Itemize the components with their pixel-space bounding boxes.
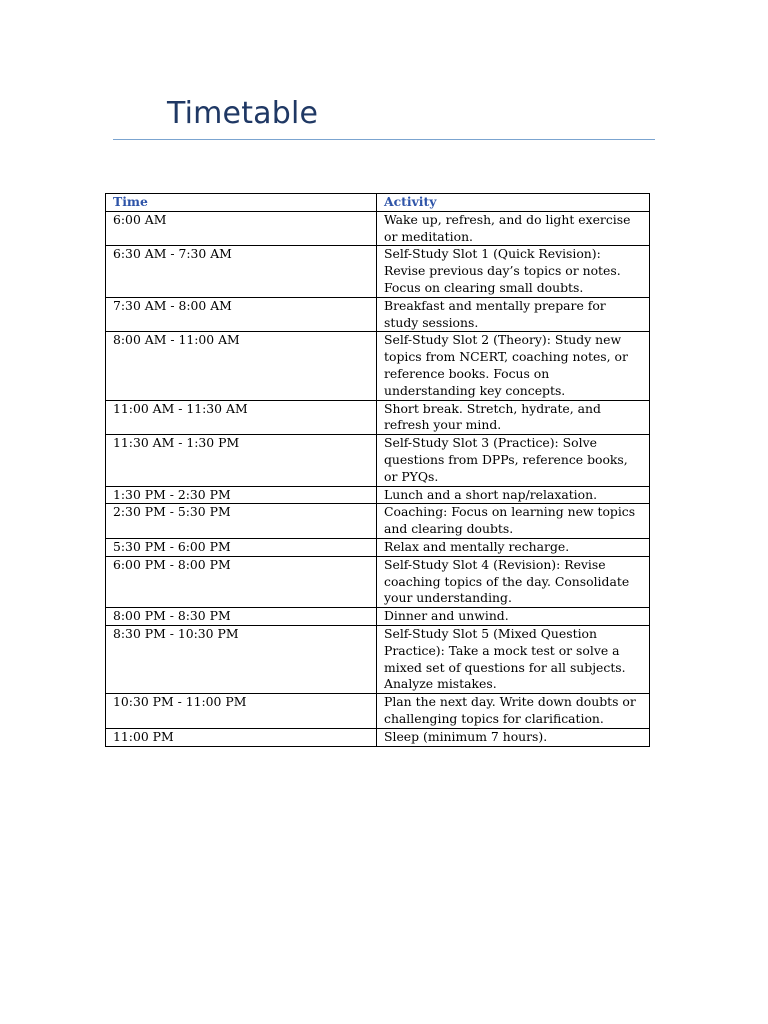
time-cell: 6:00 AM [106,211,377,246]
table-body [106,211,650,746]
table-row [106,728,650,746]
time-cell: 11:00 PM [106,728,377,746]
time-cell: 8:00 AM - 11:00 AM [106,332,377,400]
table-row [106,435,650,486]
time-cell: 8:30 PM - 10:30 PM [106,625,377,693]
table-row [106,332,650,400]
time-cell: 5:30 PM - 6:00 PM [106,538,377,556]
timetable-table [105,193,650,747]
time-cell: 2:30 PM - 5:30 PM [106,504,377,539]
table-row [106,608,650,626]
activity-cell: Relax and mentally recharge. [377,538,650,556]
title-underline [113,139,655,140]
time-cell: 6:30 AM - 7:30 AM [106,246,377,297]
activity-cell: Coaching: Focus on learning new topics and clearing doubts. [377,504,650,539]
activity-cell: Sleep (minimum 7 hours). [377,728,650,746]
activity-cell: Dinner and unwind. [377,608,650,626]
table-row [106,538,650,556]
table-row [106,297,650,332]
table-row [106,211,650,246]
activity-cell: Self-Study Slot 1 (Quick Revision): Revise previous day’s topics or notes. Focus on clearing small doubts. [377,246,650,297]
activity-cell: Short break. Stretch, hydrate, and refresh your mind. [377,400,650,435]
time-cell: 6:00 PM - 8:00 PM [106,556,377,607]
table-header-row [106,194,650,212]
table-row [106,400,650,435]
activity-cell: Plan the next day. Write down doubts or challenging topics for clarification. [377,694,650,729]
table-row [106,246,650,297]
time-cell: 7:30 AM - 8:00 AM [106,297,377,332]
table-row [106,556,650,607]
time-cell: 8:00 PM - 8:30 PM [106,608,377,626]
page-title: Timetable [167,96,319,131]
column-header-activity: Activity [377,194,650,212]
table-row [106,486,650,504]
activity-cell: Self-Study Slot 5 (Mixed Question Practice): Take a mock test or solve a mixed set of questions for all subjects. Analyze mistakes. [377,625,650,693]
activity-cell: Self-Study Slot 2 (Theory): Study new topics from NCERT, coaching notes, or reference books. Focus on understanding key concepts. [377,332,650,400]
activity-cell: Lunch and a short nap/relaxation. [377,486,650,504]
time-cell: 10:30 PM - 11:00 PM [106,694,377,729]
time-cell: 11:30 AM - 1:30 PM [106,435,377,486]
activity-cell: Self-Study Slot 3 (Practice): Solve questions from DPPs, reference books, or PYQs. [377,435,650,486]
table-row [106,694,650,729]
table-row [106,504,650,539]
activity-cell: Wake up, refresh, and do light exercise or meditation. [377,211,650,246]
column-header-time: Time [106,194,377,212]
time-cell: 11:00 AM - 11:30 AM [106,400,377,435]
table-row [106,625,650,693]
activity-cell: Breakfast and mentally prepare for study sessions. [377,297,650,332]
activity-cell: Self-Study Slot 4 (Revision): Revise coaching topics of the day. Consolidate your understanding. [377,556,650,607]
time-cell: 1:30 PM - 2:30 PM [106,486,377,504]
